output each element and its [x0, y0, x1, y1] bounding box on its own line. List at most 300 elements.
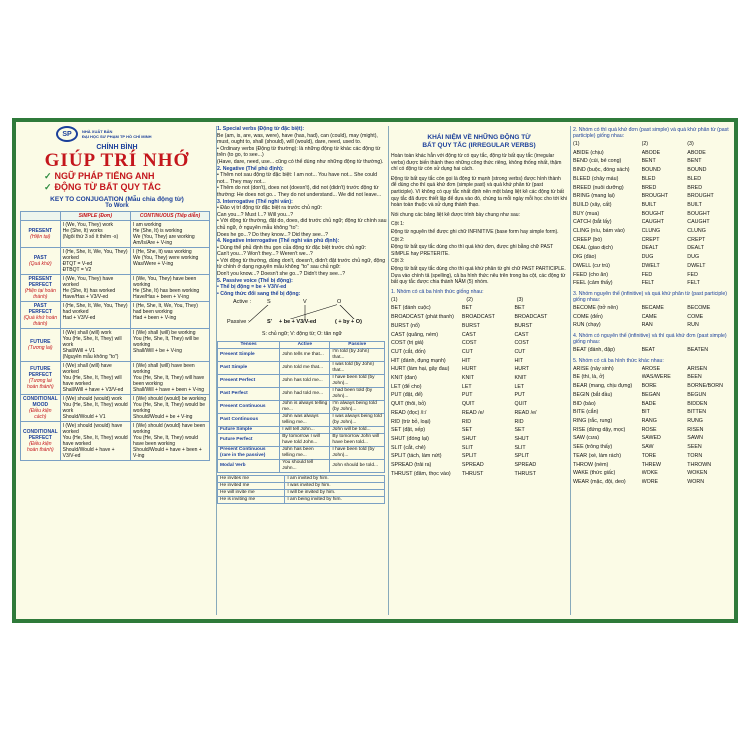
past-simple: CAST: [461, 331, 477, 338]
past-simple: BOUGHT: [641, 210, 665, 217]
conjugation-row: [21, 362, 210, 395]
passive-row: [218, 362, 385, 375]
tense-cell: Present Perfect: [218, 375, 280, 388]
infinitive: SHUT (đóng lại): [391, 435, 429, 442]
past-simple: CAUGHT: [641, 219, 664, 226]
passive-legend: S: chủ ngữ; V: động từ; O: tân ngữ: [261, 331, 342, 338]
past-simple: BADE: [641, 400, 657, 407]
conjugation-verb: To Work: [105, 203, 129, 209]
infinitive: TEAR (xé, làm rách): [573, 452, 621, 459]
tense-name-vn: (Tương lai): [28, 345, 53, 351]
past-participle: BENT: [687, 158, 702, 165]
column-2-desc: Động từ bất quy tắc dùng cho thì quá khứ đơn, được ghi bằng chữ PAST SIMPLE hay PRETERITE.: [391, 244, 554, 257]
past-simple: CUT: [461, 348, 473, 355]
column-1-label: Cột 1:: [391, 221, 405, 228]
infinitive: BEAT (đánh, đập): [573, 347, 615, 354]
conjugation-row: [21, 275, 210, 302]
tense-cell: Present Continuous (rare in the passive): [218, 447, 280, 460]
tense-cell: Past Perfect: [218, 388, 280, 401]
past-participle: BOUGHT: [687, 210, 710, 217]
infinitive: SPREAD (trải ra): [391, 462, 432, 469]
passive-example-row: [218, 483, 385, 490]
tense-name-cell: [21, 362, 61, 395]
verb-row: [571, 426, 735, 435]
conjugation-row: [21, 302, 210, 329]
active-subject: S: [267, 299, 271, 306]
tense-name-vn: (Quá khứ): [29, 261, 52, 267]
past-participle: CUT: [514, 348, 526, 355]
passive-cell: I was always being told (by John)...: [330, 414, 385, 427]
group-1-heading: 1. Nhóm có cả ba hình thức giống nhau:: [391, 288, 484, 295]
past-simple: BROUGHT: [641, 193, 669, 200]
passive-example: I am invited by him.: [285, 476, 385, 483]
corner-cell: [21, 212, 61, 221]
past-simple: WORE: [641, 478, 659, 485]
infinitive: DWELL (cư trú): [573, 262, 610, 269]
past-participle: DEALT: [687, 245, 704, 252]
tense-name-cell: [21, 302, 61, 329]
passive-example: I was invited by him.: [285, 483, 385, 490]
verb-row: [389, 331, 569, 340]
verb-row: [571, 210, 735, 219]
past-participle: CAST: [514, 331, 529, 338]
infinitive: HIT (đánh, đụng mạnh): [391, 357, 446, 364]
infinitive: WEAR (mặc, đội, deo): [573, 478, 626, 485]
verb-row: [571, 365, 735, 374]
column-3-label: Cột 3:: [391, 258, 405, 265]
tense-name-vn: (Hiện tại): [30, 234, 51, 240]
verb-row: [389, 435, 569, 444]
verb-row: [571, 262, 735, 271]
infinitive: BID (bảo): [573, 400, 596, 407]
verb-row: [571, 346, 735, 355]
passive-example-row: [218, 497, 385, 504]
infinitive: BIND (buộc, đóng sách): [573, 167, 630, 174]
active-cell: John has been telling me...: [280, 447, 330, 460]
continuous-form-cell: I (We, You, They) have been working He (She, It) has been working Have/Has + been + V-ing: [131, 275, 210, 302]
passive-row: [218, 388, 385, 401]
past-simple: RAN: [641, 322, 653, 329]
verb-row: [571, 408, 735, 417]
past-simple: SAWED: [641, 435, 661, 442]
past-participle: RISEN: [687, 426, 704, 433]
past-participle: CREPT: [687, 236, 706, 243]
infinitive: BEAR (mang, chịu đựng): [573, 383, 633, 390]
group-4-list: [571, 346, 735, 355]
verb-row: [571, 236, 735, 245]
active-cell: John was always telling me...: [280, 414, 330, 427]
infinitive: CLING (níu, bám vào): [573, 228, 625, 235]
past-participle: COST: [514, 340, 530, 347]
verb-row: [571, 201, 735, 210]
continuous-form-cell: I (We) should (would) have been working You (He, She, It, They) would have been working Should/Would + have + been + V-ing: [131, 422, 210, 461]
past-simple: SET: [461, 427, 473, 434]
continuous-form-cell: I (We) shall (will) be working You (He, She, It, They) will be working Shall/Will + be + V-ing: [131, 329, 210, 362]
section-heading: 2. Negative (Thể phủ định):: [217, 165, 284, 172]
passive-cell: I have been told (by John)...: [330, 447, 385, 460]
author-name: CHÍNH BÌNH: [96, 144, 138, 151]
past-participle: BRED: [687, 184, 703, 191]
verb-row: [571, 227, 735, 236]
conjugation-row: [21, 221, 210, 248]
infinitive: HURT (làm hại, gây đau): [391, 366, 450, 373]
active-object: O: [337, 299, 342, 306]
passive-label: Passive :: [227, 319, 250, 326]
verb-row: [571, 443, 735, 452]
past-simple: QUIT: [461, 401, 475, 408]
past-participle: THROWN: [687, 461, 712, 468]
tense-cell: Future Simple: [218, 427, 280, 434]
infinitive: FEEL (cảm thấy): [573, 280, 613, 287]
infinitive: RISE (đứng dậy, mọc): [573, 426, 626, 433]
past-participle: SEEN: [687, 444, 702, 451]
infinitive: PUT (đặt, để): [391, 392, 423, 399]
past-simple: ROSE: [641, 426, 657, 433]
passive-diagram: [217, 299, 387, 329]
past-simple: FED: [641, 271, 653, 278]
infinitive: BLEED (chảy máu): [573, 175, 619, 182]
past-participle: THRUST: [514, 470, 536, 477]
checkmark-icon: ✓: [44, 182, 52, 192]
past-participle: BLED: [687, 175, 702, 182]
infinitive: DEAL (giao dịch): [573, 245, 613, 252]
infinitive: BROADCAST (phát thanh): [391, 314, 454, 321]
past-participle: QUIT: [514, 401, 528, 408]
passive-example: I will be invited by him.: [285, 490, 385, 497]
conjugation-column: [20, 126, 214, 615]
passive-row: [218, 434, 385, 447]
past-participle: TORN: [687, 452, 703, 459]
simple-form-cell: I (He, She, It, We, You, They) worked ĐTQT = V-ed ĐTBQT = V2: [60, 248, 130, 275]
verb-row: [389, 304, 569, 313]
past-participle: SPLIT: [514, 453, 530, 460]
past-simple: CAME: [641, 313, 657, 320]
past-participle: SET: [514, 427, 525, 434]
infinitive: BECOME (trở nên): [573, 304, 618, 311]
infinitive: THROW (ném): [573, 461, 609, 468]
verb-row: [571, 253, 735, 262]
intro-paragraph-1: Hoàn toàn khác hẳn với động từ có quy tắc, động từ bất quy tắc (irregular verbs) được biến thành theo những công thức riêng, không thống nhất, thậm chí có động từ còn sử dụng hai cách.: [391, 153, 562, 173]
passive-cell: I'm always being told (by John)...: [330, 401, 385, 414]
section-heading: 3. Interrogative (Thể nghi vấn):: [217, 198, 293, 205]
irregular-groups-column: [570, 126, 735, 615]
infinitive: ARISE (nảy sinh): [573, 365, 614, 372]
simple-form-cell: I (We, You, They) have worked He (She, It) has worked Have/Has + V3/V-ed: [60, 275, 130, 302]
section-heading: 5. Passive voice (Thể bị động):: [217, 277, 293, 284]
tense-name-cell: [21, 221, 61, 248]
infinitive: SPLIT (tách, làm nứt): [391, 453, 442, 460]
verb-row: [571, 218, 735, 227]
active-cell: You should tell John...: [280, 460, 330, 473]
passive-row: [218, 401, 385, 414]
past-simple: BEGAN: [641, 391, 661, 398]
past-participle: BOUND: [687, 167, 707, 174]
tense-cell: Past Continuous: [218, 414, 280, 427]
infinitive: CATCH (bắt lấy): [573, 219, 612, 226]
past-simple: KNIT: [461, 375, 474, 382]
passive-row: [218, 349, 385, 362]
active-example: He is inviting me: [218, 497, 285, 504]
verb-row: [571, 166, 735, 175]
verb-row: [389, 461, 569, 470]
past-participle: PUT: [514, 392, 526, 399]
active-cell: By tomorrow I will have told John...: [280, 434, 330, 447]
past-participle: BUILT: [687, 201, 702, 208]
past-participle: READ /e/: [514, 409, 537, 416]
past-participle: SHUT: [514, 435, 529, 442]
simple-form-cell: I (We) shall (will) work You (He, She, It, They) will work Shall/Will + V1 (Nguyên mẫu không "to"): [60, 329, 130, 362]
passive-cell: John will be told...: [330, 427, 385, 434]
conjugation-header-row: [21, 212, 210, 221]
past-simple: SLIT: [461, 444, 474, 451]
continuous-form-cell: I (We) should (would) be working You (He, She, It, They) would be working Should/Would + be + V-ing: [131, 395, 210, 422]
past-simple: FELT: [641, 280, 655, 287]
section-text: • Đảo vị trí động từ đặc biệt ra trước chủ ngữ: Can you...? Must I...? Will you...? • Với động từ thường, đặt do, does, did trước chủ ngữ; động từ chính sau chủ ngữ, ở nguyên mẫu không "to": Does he go...? Do they know...? Did they see...?: [217, 205, 387, 238]
verb-row: [571, 279, 735, 288]
tense-name: PAST: [33, 255, 47, 261]
infinitive: BET (đánh cuộc): [391, 305, 431, 312]
intro-paragraph-3: Nói chung các bảng liệt kê được trình bày chung như sau:: [391, 211, 520, 218]
column-3-desc: Động từ bất quy tắc dùng cho thì quá khứ phân từ ghi chữ PAST PARTICIPLE. Dựa vào chính tả (spelling), cả ba hình thức nêu trên trong ba cột, các động từ bất quy tắc được chia thành NĂM (5) nhóm.: [391, 265, 566, 286]
continuous-form-cell: I (We) shall (will) have been working You (He, She, It, They) will have been working Shall/Will + have + been + V-ing: [131, 362, 210, 395]
past-simple: ABODE: [641, 149, 661, 156]
past-participle: DUG: [687, 254, 700, 261]
column-2-label: Cột 2:: [391, 236, 405, 243]
active-cell: John had told me...: [280, 388, 330, 401]
simple-form-cell: I (We, You, They) work He (She, It) works (Ngôi thứ 3 số ít thêm -s): [60, 221, 130, 248]
conjugation-row: [21, 329, 210, 362]
verb-row: [571, 373, 735, 382]
passive-example: I am being invited by him.: [285, 497, 385, 504]
passive-header: Passive: [330, 342, 385, 349]
conjugation-row: [21, 422, 210, 461]
passive-row: [218, 414, 385, 427]
infinitive: CUT (cắt, đốn): [391, 348, 426, 355]
passive-row: [218, 460, 385, 473]
passive-cell: I was told (by John) that...: [330, 362, 385, 375]
verb-row: [571, 304, 735, 313]
group-2-list: [571, 149, 735, 288]
verb-row: [571, 157, 735, 166]
tense-name: CONDITIONAL PERFECT: [23, 429, 58, 441]
infinitive: BEGIN (bắt đầu): [573, 391, 613, 398]
verb-row: [389, 409, 569, 418]
passive-table: [217, 341, 385, 473]
special-verbs-section: [217, 126, 387, 297]
past-simple: BROADCAST: [461, 314, 495, 321]
simple-form-cell: I (We) should (would) work You (He, She, It, They) would work Should/Would + V1: [60, 395, 130, 422]
active-cell: John is always telling me...: [280, 401, 330, 414]
group-5-list: [571, 365, 735, 487]
tense-name-cell: [21, 248, 61, 275]
past-simple: BEAT: [641, 347, 656, 354]
group-1-column-numbers: (1) (2) (3): [391, 296, 524, 303]
passive-cell: I'm told (by John) that...: [330, 349, 385, 362]
passive-rule: • Công thức đổi sang thể bị động:: [217, 290, 301, 297]
past-simple: DWELT: [641, 262, 660, 269]
active-header: Active: [280, 342, 330, 349]
tense-name: FUTURE: [30, 339, 51, 345]
infinitive: BUILD (xây, cất): [573, 201, 612, 208]
past-simple: BORE: [641, 383, 657, 390]
infinitive: COST (trị giá): [391, 340, 424, 347]
past-simple: BRED: [641, 184, 657, 191]
past-participle: HIT: [514, 357, 523, 364]
infinitive: FEED (cho ăn): [573, 271, 609, 278]
infinitive: COME (đến): [573, 313, 603, 320]
past-simple: SAW: [641, 444, 654, 451]
verb-row: [389, 452, 569, 461]
active-cell: John told me that...: [280, 362, 330, 375]
simple-form-cell: I (He, She, It, We, You, They) had worked Had + V3/V-ed: [60, 302, 130, 329]
continuous-header: CONTINUOUS (Tiếp diễn): [131, 212, 210, 221]
publisher-line-2: ĐẠI HỌC SƯ PHẠM TP HỒ CHÍ MINH: [82, 134, 152, 139]
section-heading: 1. Special verbs (Động từ đặc biệt):: [217, 126, 305, 132]
tense-name: PRESENT: [28, 228, 53, 234]
passive-row: [218, 427, 385, 434]
past-participle: RUNG: [687, 417, 703, 424]
verb-row: [571, 478, 735, 487]
past-participle: BIDDEN: [687, 400, 708, 407]
group-3-heading: 3. Nhóm nguyên thể (infinitive) và quá khứ phân từ (past participle) giống nhau:: [573, 290, 728, 303]
active-cell: I will tell John...: [280, 427, 330, 434]
verb-row: [571, 469, 735, 478]
intro-paragraph-2: Động từ bất quy tắc còn gọi là động từ mạnh (strong verbs) được hình thành để dùng cho thì quá khứ đơn (simple past) và quá khứ phân từ (past participle). Vì không có quy tắc nhất định nên một bảng liệt kê các động từ bất quy tắc đã được thiết lập để dựa vào đó, chúng ta mỗi ngày mỗi học cho tới khi hoàn toàn thuộc và sử dụng thành thạo.: [391, 175, 567, 209]
page-title: GIÚP TRÍ NHỚ: [44, 150, 190, 171]
grammar-chart-sheet: [12, 118, 738, 623]
tense-cell: Past Simple: [218, 362, 280, 375]
verb-row: [571, 313, 735, 322]
continuous-form-cell: I (He, She, It, We, You, They) had been working Had + been + V-ing: [131, 302, 210, 329]
tense-name: PAST PERFECT: [28, 303, 52, 315]
tense-name-vn: (Tương lai hoàn thành): [26, 378, 54, 390]
past-simple: SPLIT: [461, 453, 477, 460]
verb-row: [571, 271, 735, 280]
simple-form-cell: I (We) shall (will) have worked You (He, She, It, They) will have worked Shall/Will + have + V3/V-ed: [60, 362, 130, 395]
group-4-heading: 4. Nhóm có nguyên thể (infinitive) và thì quá khứ đơn (past simple) giống nhau:: [573, 333, 727, 346]
tense-name-vn: (Điều kiện cách): [29, 408, 52, 420]
passive-verb: + be + V3/V-ed: [279, 319, 317, 326]
infinitive: CREEP (bò): [573, 236, 603, 243]
verb-row: [389, 426, 569, 435]
column-1-desc: Động từ nguyên thể được ghi chữ INFINITIVE (base form hay simple form).: [391, 228, 559, 235]
active-cell: John tells me that...: [280, 349, 330, 362]
past-participle: FED: [687, 271, 698, 278]
past-participle: LET: [514, 383, 525, 390]
verb-row: [389, 444, 569, 453]
irregular-title-1: KHÁI NIỆM VỀ NHỮNG ĐỘNG TỪ: [427, 134, 531, 141]
infinitive: DIG (đào): [573, 254, 597, 261]
tense-cell: Modal Verb: [218, 460, 280, 473]
passive-cell: John should be told...: [330, 460, 385, 473]
past-participle: BEGUN: [687, 391, 707, 398]
past-participle: BITTEN: [687, 409, 707, 416]
past-simple: THRUST: [461, 470, 484, 477]
verb-row: [571, 244, 735, 253]
past-simple: TORE: [641, 452, 657, 459]
tense-name-cell: [21, 329, 61, 362]
past-participle: DWELT: [687, 262, 706, 269]
group-5-heading: 5. Nhóm có cả ba hình thức khác nhau:: [573, 357, 664, 364]
passive-cell: By tomorrow John will have been told...: [330, 434, 385, 447]
past-simple: AROSE: [641, 365, 661, 372]
passive-header-row: [218, 342, 385, 349]
conjugation-heading: KEY TO CONJUGATION (Mẫu chia động từ): [50, 196, 184, 203]
active-example: He will invite me: [218, 490, 285, 497]
infinitive: CAST (quăng, ném): [391, 331, 439, 338]
simple-form-cell: I (We) should (would) have worked You (He, She, It, They) would have worked Should/Would + have + V3/V-ed: [60, 422, 130, 461]
tense-name-cell: [21, 395, 61, 422]
past-simple: BOUND: [641, 167, 661, 174]
subtitle-irregular: ✓ ĐỘNG TỪ BẤT QUY TẮC: [44, 182, 161, 192]
infinitive: RING (rắc, rung): [573, 417, 613, 424]
section-heading: 4. Negative interrogative (Thể nghi vấn phủ định):: [217, 238, 340, 245]
infinitive: SET (đặt, xếp): [391, 427, 426, 434]
infinitive: QUIT (thôi, bỏ): [391, 401, 426, 408]
past-simple: CLUNG: [641, 228, 661, 235]
past-simple: BUILT: [641, 201, 657, 208]
active-cell: John has told me...: [280, 375, 330, 388]
verb-row: [389, 374, 569, 383]
passive-cell: I have been told (by John)...: [330, 375, 385, 388]
past-participle: WORN: [687, 478, 705, 485]
past-participle: BEATEN: [687, 347, 709, 354]
passive-example-table: [217, 475, 385, 504]
past-participle: SPREAD: [514, 462, 537, 469]
conjugation-row: [21, 395, 210, 422]
past-simple: RANG: [641, 417, 657, 424]
active-example: He invites me: [218, 476, 285, 483]
past-participle: WOKEN: [687, 470, 708, 477]
verb-row: [571, 417, 735, 426]
past-participle: KNIT: [514, 375, 527, 382]
infinitive: READ (đọc) /i:/: [391, 409, 427, 416]
verb-row: [571, 382, 735, 391]
tense-cell: Future Perfect: [218, 434, 280, 447]
tense-name-vn: (Hiện tại hoàn thành): [24, 288, 56, 300]
irregular-intro-column: [388, 126, 569, 615]
verb-row: [389, 348, 569, 357]
section-text: Be (am, is, are, was, were), have (has, had), can (could), may (might), must, ought to, shall (should), will (would), dare, need, used to. • Ordinary verbs (Động từ thường): là những động từ khác các động từ trên (to go, to see...) (Have, dare, need, use... cũng có thể dùng như những động từ thường).: [217, 132, 384, 165]
verb-row: [389, 357, 569, 366]
infinitive: BE (thì, là, ở): [573, 374, 605, 381]
verb-row: [571, 321, 735, 330]
passive-cell: I had been told (by John)...: [330, 388, 385, 401]
past-participle: FELT: [687, 280, 700, 287]
past-participle: CAUGHT: [687, 219, 710, 226]
past-simple: BURST: [461, 322, 480, 329]
past-simple: SHUT: [461, 435, 477, 442]
past-simple: CREPT: [641, 236, 660, 243]
verb-row: [571, 175, 735, 184]
past-participle: BET: [514, 305, 525, 312]
infinitive: BREED (nuôi dưỡng): [573, 184, 624, 191]
past-participle: BECOME: [687, 304, 711, 311]
passive-row: [218, 447, 385, 460]
past-simple: WAS/WERE: [641, 374, 671, 381]
verb-row: [389, 391, 569, 400]
infinitive: BEND (cúi, bẻ cong): [573, 158, 622, 165]
passive-formula: • Thể bị động = be + V3/V-ed: [217, 284, 287, 291]
section-text: • Thêm not sau động từ đặc biệt: I am not... You have not... She could not... They may not... • Thêm do not (don't), does not (doesn't), did not (didn't) trước động từ thường: He does not go... They do not understand... We did not leave...: [217, 172, 382, 198]
past-simple: BET: [461, 305, 473, 312]
verb-row: [389, 322, 569, 331]
conjugation-row: [21, 248, 210, 275]
verb-row: [389, 400, 569, 409]
tense-name: PRESENT PERFECT: [28, 276, 53, 288]
verb-row: [571, 452, 735, 461]
infinitive: BURST (nổ): [391, 322, 420, 329]
